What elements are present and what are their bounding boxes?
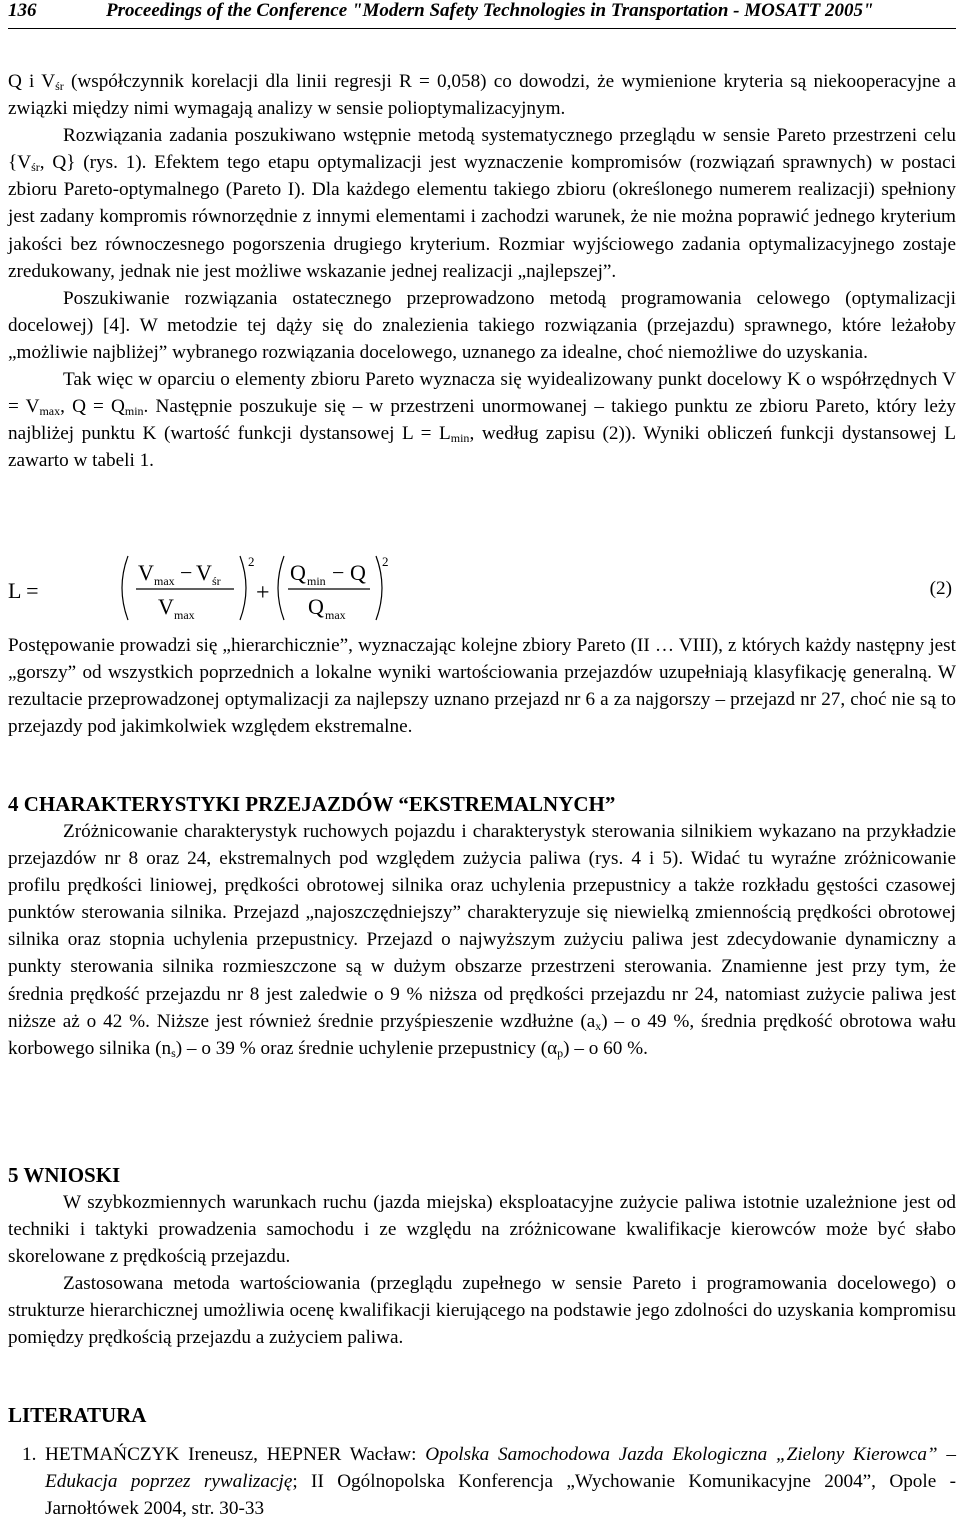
section-heading: 5 WNIOSKI <box>8 1163 121 1187</box>
exponent: 2 <box>248 554 255 569</box>
paragraph: Rozwiązania zadania poszukiwano wstępnie metodą systematycznego przeglądu w sensie Pareto przestrzeni celu {$V_{śr}$, Q} (rys. 1). Efektem tego etapu optymalizacji jest wyznaczenie kompromisów (rozwiązań sprawnych) w postaci zbioru Pareto-optymalnego (Pareto I). Dla każdego elementu takiego zbioru (określonego numerem realizacji) spełniony jest zadany kompromis równorzędnie z innymi elementami i zachodzi warunek, że nie można poprawić jednego kryterium jakości bez równoczesnego pogorszenia drugiego kryterium. Rozmiar wyjściowego zadania optymalizacyjnego zostaje zredukowany, jednak nie jest możliwe wskazanie jednej realizacji „najlepszej”. <box>8 125 956 282</box>
journal-title: Proceedings of the Conference "Modern Safety Technologies in Transportation - MOSATT 2005" <box>106 0 874 21</box>
reference-text: HETMAŃCZYK Ireneusz, HEPNER Wacław: Opolska Samochodowa Jazda Ekologiczna „Zielony Kierowca” – Edukacja poprzez rywalizację; II Ogólnopolska Konferencja „Wychowanie Komunikacyjne 2004”, Opole - Jarnołtówek 2004, str. 30-33 <box>45 1444 956 1519</box>
equation-2 <box>8 548 956 630</box>
paragraph: Tak więc w oparciu o elementy zbioru Pareto wyznacza się wyidealizowany punkt docelowy K o współrzędnych $V = V_{max}$, $Q = Q_{min}$. Następnie poszukuje się – w przestrzeni unormowanej – takiego punktu ze zbioru Pareto, który leży najbliżej punktu K (wartość funkcji dystansowej $L = L_{min}$, według zapisu (2)). Wyniki obliczeń funkcji dystansowej L zawarto w tabeli 1. <box>8 369 956 472</box>
q-symbol: Q <box>308 594 324 619</box>
equation-number: (2) <box>929 578 952 599</box>
subscript: max <box>325 608 346 622</box>
formula-lhs: L = <box>8 578 39 603</box>
v-symbol: V <box>138 560 154 585</box>
paragraph: Q i $V_{śr}$ (współczynnik korelacji dla linii regresji R = 0,058) co dowodzi, że wymienione kryteria są niekooperacyjne a związki między nimi wymagają analizy w sensie polioptymalizacyjnym. <box>8 71 956 120</box>
paragraph: W szybkozmiennych warunkach ruchu (jazda miejska) eksploatacyjne zużycie paliwa istotnie uzależnione jest od techniki i taktyki prowadzenia samochodu i ze względu na zróżnicowane kwalifikacje kierowców może być słabo skorelowane z prędkością przejazdu. <box>8 1192 956 1268</box>
right-paren <box>240 556 246 620</box>
minus-sign: − <box>332 560 345 585</box>
minus-sign: − <box>180 560 193 585</box>
after-equation <box>8 632 956 740</box>
v-symbol: V <box>158 594 174 619</box>
v-symbol: V <box>196 560 212 585</box>
section-4-body <box>8 818 956 1062</box>
page-number: 136 <box>8 0 37 21</box>
paragraph: Poszukiwanie rozwiązania ostatecznego przeprowadzono metodą programowania celowego (optymalizacji docelowej) [4]. W metodzie tej dąży się do znalezienia takiego rozwiązania (przejazdu) sprawnego, które leżałoby „możliwie najbliżej” wybranego rozwiązania docelowego, uznanego za idealne, choć niemożliwe do uzyskania. <box>8 287 956 363</box>
q-symbol: Q <box>350 560 366 585</box>
q-symbol: Q <box>290 560 306 585</box>
plus-sign: + <box>256 580 270 606</box>
reference-item <box>8 1441 956 1522</box>
reference-number: 1. <box>22 1444 37 1465</box>
subscript: max <box>174 608 195 622</box>
exponent: 2 <box>382 554 389 569</box>
subscript: max <box>154 574 175 588</box>
left-paren <box>122 556 128 620</box>
distance-formula <box>8 548 956 630</box>
section-5-body <box>8 1189 956 1352</box>
section-heading: 4 CHARAKTERYSTYKI PRZEJAZDÓW “EKSTREMALNYCH” <box>8 792 616 816</box>
paragraph: Postępowanie prowadzi się „hierarchicznie”, wyznaczając kolejne zbiory Pareto (II … VIII), z których każdy następny jest „gorszy” od wszystkich poprzednich a lokalne wyniki wartościowania przejazdów uzupełniają klasyfikację generalną. W rezultacie przeprowadzonej optymalizacji za najlepszy uznano przejazd nr 6 a za najgorszy – przejazd nr 27, choć nie są to przejazdy pod jakimkolwiek względem ekstremalne. <box>8 635 956 738</box>
intro-section <box>8 68 956 474</box>
running-header <box>8 0 956 29</box>
subscript: min <box>307 574 326 588</box>
subscript: śr <box>212 574 221 588</box>
references-heading: LITERATURA <box>8 1403 147 1427</box>
paragraph: Zastosowana metoda wartościowania (przeglądu zupełnego w sensie Pareto i programowania docelowego) o strukturze hierarchicznej umożliwia ocenę kwalifikacji kierującego na podstawie jego zdolności do uzyskania kompromisu pomiędzy prędkością przejazdu a zużyciem paliwa. <box>8 1273 956 1349</box>
left-paren <box>278 556 284 620</box>
paragraph: Zróżnicowanie charakterystyk ruchowych pojazdu i charakterystyk sterowania silnikiem wykazano na przykładzie przejazdów nr 8 oraz 24, ekstremalnych pod względem zużycia paliwa (rys. 4 i 5). Widać tu wyraźne zróżnicowanie profilu prędkości liniowej, prędkości obrotowej silnika oraz uchylenia przepustnicy a także rozkładu gęstości czasowej punktów sterowania silnika. Przejazd „najoszczędniejszy” charakteryzuje się niewielką zmiennością prędkości obrotowej silnika oraz stopnia uchylenia przepustnicy. Przejazd o najwyższym zużyciu paliwa jest zdecydowanie dynamiczny a punkty sterowania silnika rozmieszczone są w dużym obszarze przestrzeni sterowania. Znamienne jest przy tym, że średnia prędkość przejazdu nr 8 jest zaledwie o 9 % niższa od prędkości przejazdu nr 24, natomiast zużycie paliwa jest niższe aż o 42 %. Niższe jest również średnie przyśpieszenie wzdłużne $(a_x)$ – o 49 %, średnia prędkość obrotowa wału korbowego silnika $(n_s)$ – o 39 % oraz średnie uchylenie przepustnicy $(\alpha_p)$ – o 60 %. <box>8 821 956 1060</box>
